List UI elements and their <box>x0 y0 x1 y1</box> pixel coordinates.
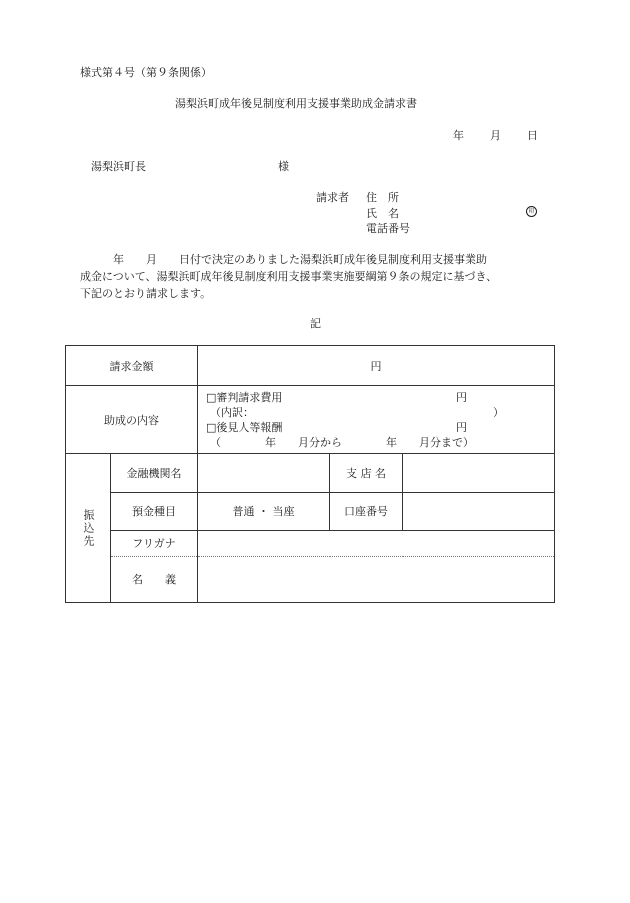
date-month: 月 <box>490 129 501 142</box>
paragraph-line-3: 下記のとおり請求します。 <box>80 287 212 300</box>
account-row <box>66 492 555 530</box>
paragraph-line-1: 年 月 日付で決定のありました湯梨浜町成年後見制度利用支援事業助 <box>80 253 487 266</box>
trial-fee-unit: 円 <box>456 390 467 404</box>
holder-label: 名 義 <box>111 556 198 602</box>
account-number-field[interactable] <box>403 492 555 530</box>
amount-row <box>66 346 555 386</box>
detail-content <box>198 386 555 454</box>
furigana-label: フリガナ <box>111 530 198 556</box>
branch-label: 支 店 名 <box>330 454 403 492</box>
furigana-field[interactable] <box>198 530 555 556</box>
amount-label: 請求金額 <box>66 346 198 386</box>
breakdown-close: ） <box>493 405 504 419</box>
guardian-fee-line[interactable] <box>206 420 554 435</box>
transfer-label-cell <box>66 454 111 603</box>
addressee-honorific: 様 <box>278 160 289 173</box>
document-title: 湯梨浜町成年後見制度利用支援事業助成金請求書 <box>175 97 417 110</box>
form-number: 様式第４号（第９条関係） <box>80 66 212 79</box>
addressee-name: 湯梨浜町長 <box>91 160 146 173</box>
name-label: 氏 名 <box>366 207 399 220</box>
request-table <box>65 345 555 603</box>
trial-fee-line[interactable] <box>206 390 554 405</box>
amount-value[interactable]: 円 <box>198 346 555 386</box>
account-type-label: 預金種目 <box>111 492 198 530</box>
account-number-label: 口座番号 <box>330 492 403 530</box>
ki-heading: 記 <box>310 317 321 330</box>
bank-row <box>66 454 555 492</box>
address-label: 住 所 <box>366 191 399 204</box>
furigana-row <box>66 530 555 556</box>
guardian-fee-unit: 円 <box>456 420 467 434</box>
trial-fee-checkbox[interactable]: □審判請求費用 <box>206 390 283 404</box>
claimant-label: 請求者 <box>316 191 349 204</box>
account-type-value[interactable]: 普通 ・ 当座 <box>198 492 330 530</box>
guardian-fee-checkbox[interactable]: □後見人等報酬 <box>206 420 283 434</box>
transfer-label: 振込先 <box>82 508 95 548</box>
detail-label: 助成の内容 <box>66 386 198 454</box>
bank-name-label: 金融機関名 <box>111 454 198 492</box>
phone-label: 電話番号 <box>366 222 410 235</box>
date-year: 年 <box>453 129 464 142</box>
holder-field[interactable] <box>198 556 555 602</box>
breakdown-line[interactable] <box>206 405 554 420</box>
seal-mark: 印 <box>526 206 537 217</box>
detail-row <box>66 386 555 454</box>
breakdown-open: （内訳： <box>210 405 254 419</box>
bank-name-field[interactable] <box>198 454 330 492</box>
date-day: 日 <box>527 129 538 142</box>
branch-field[interactable] <box>403 454 555 492</box>
request-paragraph <box>80 251 550 302</box>
paragraph-line-2: 成金について、湯梨浜町成年後見制度利用支援事業実施要綱第９条の規定に基づき、 <box>80 270 498 283</box>
period-line[interactable]: （ 年 月分から 年 月分まで） <box>210 435 474 449</box>
holder-row <box>66 556 555 602</box>
